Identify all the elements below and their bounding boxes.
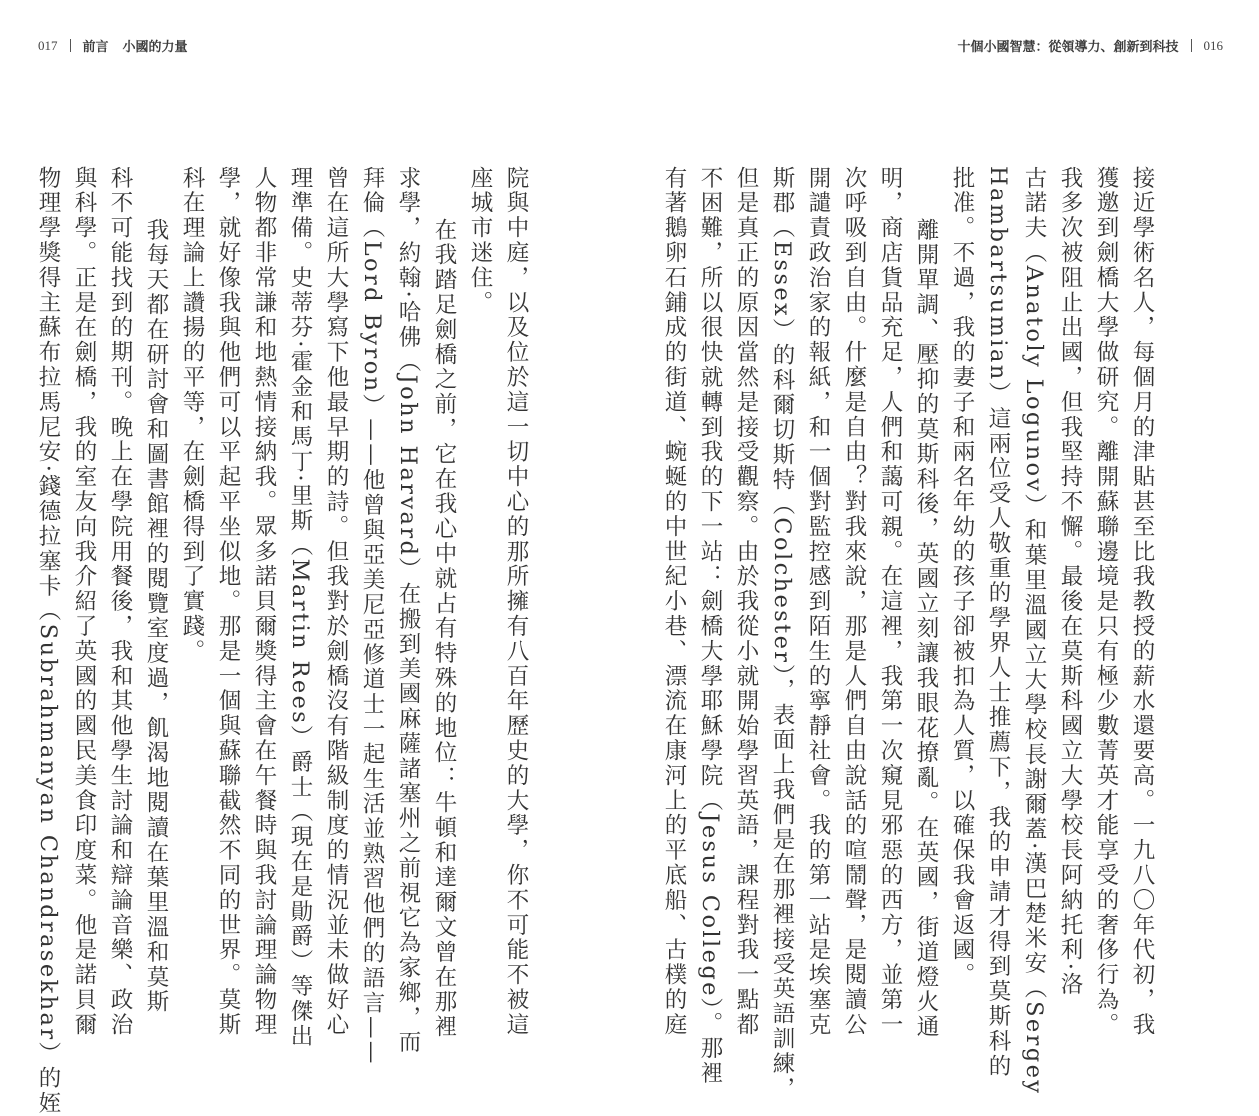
page-017-body — [35, 166, 540, 1116]
header-divider — [1191, 39, 1192, 52]
page-number-right: 016 — [1203, 37, 1223, 53]
text-column: 接近學術名人，每個月的津貼甚至比我教授的薪水還要高。一九八〇年代初，我 — [1129, 166, 1155, 1038]
text-column: Hambartsumian）這兩位受人敬重的學界人士推薦下，我的申請才得到莫斯科的 — [985, 166, 1011, 1079]
paragraph-start-column: 我每天都在研討會和圖書館裡的閱覽室度過，飢渴地閱讀在葉里溫和莫斯 — [143, 218, 169, 1015]
text-column: 但是真正的原因當然是接受觀察。由於我從小就開始學習英語，課程對我一點都 — [733, 166, 759, 1038]
text-column: 座城市迷住。 — [467, 166, 493, 316]
running-header-right — [957, 36, 1223, 55]
text-column: 曾在這所大學寫下他最早期的詩。但我對於劍橋沒有階級制度的情況並未做好心 — [323, 166, 349, 1038]
text-column: 獲邀到劍橋大學做研究。離開蘇聯邊境是只有極少數菁英才能享受的奢侈行為。 — [1093, 166, 1119, 1038]
text-column: 人物都非常謙和地熱情接納我。眾多諾貝爾獎得主會在午餐時與我討論理論物理 — [251, 166, 277, 1038]
paragraph-start-column: 離開單調、壓抑的莫斯科後，英國立刻讓我眼花撩亂。在英國，街道燈火通 — [913, 218, 939, 1040]
text-column: 斯郡（Essex）的科爾切斯特（Colchester），表面上我們是在那裡接受英語訓練， — [769, 166, 795, 1102]
text-column: 有著鵝卵石鋪成的街道、蜿蜒的中世紀小巷、漂流在康河上的平底船、古樸的庭 — [661, 166, 687, 1038]
text-column: 不困難，所以很快就轉到我的下一站：劍橋大學耶穌學院（Jesus College）。那裡 — [697, 166, 723, 1087]
header-divider — [70, 39, 71, 52]
text-column: 開譴責政治家的報紙，和一個對監控感到陌生的寧靜社會。我的第一站是埃塞克 — [805, 166, 831, 1038]
running-header-left — [38, 36, 188, 55]
paragraph-start-column: 在我踏足劍橋之前，它在我心中就占有特殊的地位：牛頓和達爾文曾在那裡 — [431, 218, 457, 1040]
text-column: 科在理論上讚揚的平等，在劍橋得到了實踐。 — [179, 166, 205, 664]
text-column: 院與中庭，以及位於這一切中心的那所擁有八百年歷史的大學，你不可能不被這 — [503, 166, 529, 1038]
text-column: 物理學獎得主蘇布拉馬尼安·錢德拉塞卡（Subrahmanyan Chandrasekhar）的姪 — [35, 166, 61, 1116]
chapter-title: 小國的力量 — [122, 40, 188, 55]
text-column: 次呼吸到自由。什麼是自由？對我來說，那是人們自由說話的喧鬧聲，是閱讀公 — [841, 166, 867, 1038]
text-column: 古諾夫（Anatoly Logunov）和葉里溫國立大學校長謝爾蓋·漢巴楚米安（Sergey — [1021, 166, 1047, 1096]
page-number-left: 017 — [38, 37, 58, 53]
text-column: 學，就好像我與他們可以平起平坐似地。那是一個與蘇聯截然不同的世界。莫斯 — [215, 166, 241, 1038]
text-column: 明，商店貨品充足，人們和藹可親。在這裡，我第一次窺見邪惡的西方，並第一 — [877, 166, 903, 1038]
text-column: 科不可能找到的期刊。晚上在學院用餐後，我和其他學生討論和辯論音樂、政治 — [107, 166, 133, 1038]
book-title: 十個小國智慧：從領導力、創新到科技 — [957, 40, 1179, 55]
page-016-body — [661, 166, 1166, 1102]
text-column: 我多次被阻止出國，但我堅持不懈。最後在莫斯科國立大學校長阿納托利·洛 — [1057, 166, 1083, 998]
text-column: 批准。不過，我的妻子和兩名年幼的孩子卻被扣為人質，以確保我會返國。 — [949, 166, 975, 988]
text-column: 求學，約翰·哈佛（John Harvard）在搬到美國麻薩諸塞州之前視它為家鄉，而 — [395, 166, 421, 1056]
text-column: 理準備。史蒂芬·霍金和馬丁·里斯（Martin Rees）爵士（現在是勛爵）等傑出 — [287, 166, 313, 1049]
text-column: 拜倫（Lord Byron）——他曾與亞美尼亞修道士一起生活並熟習他們的語言—— — [359, 166, 385, 1066]
chapter-section: 前言 — [82, 40, 109, 55]
text-column: 與科學。正是在劍橋，我的室友向我介紹了英國的國民美食印度菜。他是諾貝爾 — [71, 166, 97, 1038]
